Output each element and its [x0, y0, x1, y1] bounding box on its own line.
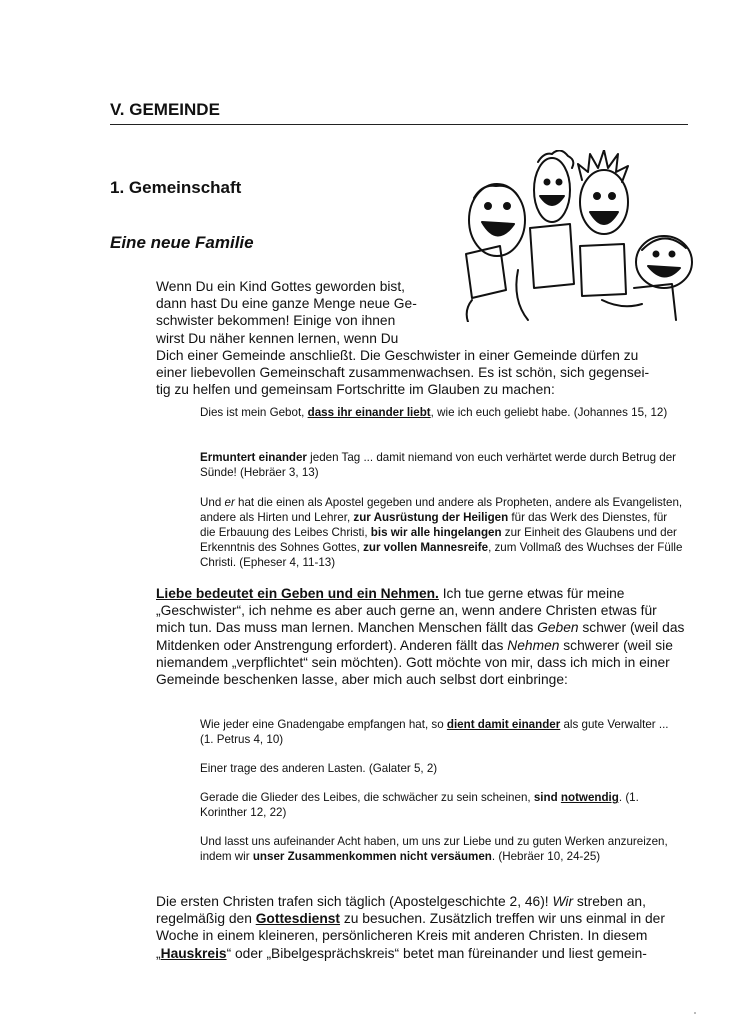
giving-taking-paragraph: Liebe bedeutet ein Geben und ein Nehmen. Ich tue gerne etwas für meine „Geschwister“, ich nehme es aber auch gerne an, wenn andere Christen etwas für mich tun. Das muss man lernen. Manchen Menschen fällt das Geben schwer (weil das Mitdenken oder Anstrengung erfordert). Anderen fällt das Nehmen schwerer (weil sie niemandem „verpflichtet“ sein möchten). Gott möchte von mir, dass ich mich in einer Gemeinde beschenken lasse, aber mich auch selbst dort einbringe:: [156, 586, 685, 688]
intro-line: Dich einer Gemeinde anschließt. Die Geschwister in einer Gemeinde dürfen zu: [156, 347, 639, 363]
bible-quote-johannes: Dies ist mein Gebot, dass ihr einander liebt, wie ich euch geliebt habe. (Johannes 15, 12): [200, 406, 668, 419]
intro-line: tig zu helfen und gemeinsam Fortschritte im Glauben zu machen:: [156, 382, 555, 398]
first-christians-paragraph: Die ersten Christen trafen sich täglich (Apostelgeschichte 2, 46)! Wir streben an, regelmäßig den Gottesdienst zu besuchen. Zusätzlich treffen wir uns einmal in der Woche in einem kleineren, persönlicheren Kreis mit anderen Christen. In diesem „Hauskreis“ oder „Bibelgesprächskreis“ betet man füreinander und liest gemein-: [156, 894, 665, 961]
chapter-title: V. GEMEINDE: [110, 100, 688, 125]
intro-line: einer liebevollen Gemeinschaft zusammenwachsen. Es ist schön, sich gegensei-: [156, 365, 650, 381]
intro-line: wirst Du näher kennen lernen, wenn Du: [156, 330, 399, 346]
bible-quote-galater: Einer trage des anderen Lasten. (Galater 5, 2): [200, 762, 438, 775]
section-title: 1. Gemeinschaft: [110, 178, 242, 197]
bible-quote-hebraeer-3: Ermuntert einander jeden Tag ... damit niemand von euch verhärtet werde durch Betrug der Sünde! (Hebräer 3, 13): [200, 451, 677, 479]
intro-line: schwister bekommen! Einige von ihnen: [156, 313, 396, 329]
bible-quote-korinther: Gerade die Glieder des Leibes, die schwächer zu sein scheinen, sind notwendig. (1. Korinther 12, 22): [200, 791, 639, 819]
intro-line: Wenn Du ein Kind Gottes geworden bist,: [156, 279, 405, 294]
intro-paragraph: [156, 278, 686, 398]
intro-line: dann hast Du eine ganze Menge neue Ge-: [156, 296, 417, 312]
bible-quote-petrus: Wie jeder eine Gnadengabe empfangen hat, so dient damit einander als gute Verwalter ... (1. Petrus 4, 10): [200, 718, 669, 746]
bible-quote-hebraeer-10: Und lasst uns aufeinander Acht haben, um uns zur Liebe und zu guten Werken anzureizen, indem wir unser Zusammenkommen nicht versäumen. (Hebräer 10, 24-25): [200, 835, 668, 863]
subsection-title: Eine neue Familie: [110, 233, 254, 252]
bible-quote-epheser: Und er hat die einen als Apostel gegeben und andere als Propheten, andere als Evangelisten, andere als Hirten und Lehrer, zur Ausrüstung der Heiligen für das Werk des Dienstes, für die Erbauung des Leibes Christi, bis wir alle hingelangen zur Einheit des Glaubens und der Erkenntnis des Sohnes Gottes, zur vollen Mannesreife, zum Vollmaß des Wuchses der Fülle Christi. (Epheser 4, 11-13): [200, 496, 683, 569]
scan-speck: [694, 1012, 696, 1014]
